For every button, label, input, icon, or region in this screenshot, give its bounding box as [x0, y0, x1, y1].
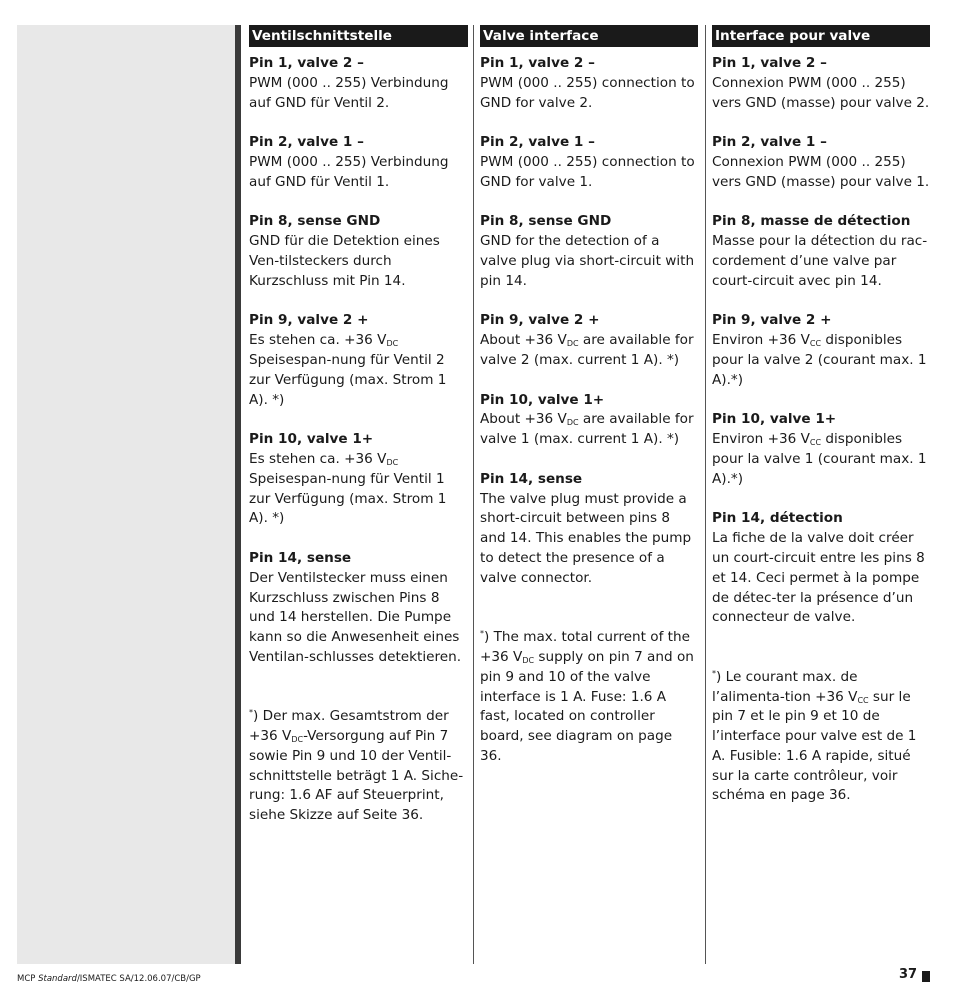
spacer	[480, 589, 698, 609]
pin-text	[249, 569, 468, 668]
spacer	[712, 391, 930, 411]
pin-text	[249, 74, 468, 114]
spacer	[249, 688, 468, 708]
pin-description	[712, 410, 930, 489]
spacer	[480, 450, 698, 470]
body-text: ) Le courant max. de l’alimenta-tion +36 V	[712, 668, 858, 705]
pin-title: Pin 2, valve 1 –	[712, 134, 827, 151]
column-divider-1	[473, 25, 474, 964]
pin-text	[712, 153, 930, 193]
body-text: GND for the detection of a valve plug via short-circuit with pin 14.	[480, 233, 695, 289]
column-german	[249, 25, 468, 826]
body-text: Der Ventilstecker muss einen Kurzschluss zwischen Pins 8 und 14 herstellen. Die Pumpe kann so die Anwesenheit eines Ventilan-schlusses detektieren.	[249, 569, 462, 665]
pin-text	[480, 410, 698, 450]
body-text: Speisespan-nung für Ventil 2 zur Verfügung (max. Strom 1 A). *)	[249, 351, 447, 408]
pin-title: Pin 2, valve 1 –	[249, 134, 364, 151]
body-text: About +36 V	[480, 332, 567, 349]
dark-margin-rule	[235, 25, 241, 964]
spacer	[480, 193, 698, 213]
pin-description	[480, 212, 698, 291]
pin-title: Pin 10, valve 1+	[712, 411, 837, 428]
pin-text	[480, 490, 698, 589]
subscript-text: DC	[291, 735, 304, 745]
page-number: 37	[899, 967, 918, 982]
spacer	[249, 529, 468, 549]
pin-text	[712, 232, 930, 291]
pin-text	[712, 529, 930, 628]
pin-title: Pin 14, sense	[480, 470, 583, 487]
body-text: Masse pour la détection du rac-cordement d’une valve par court-circuit avec pin 14.	[712, 233, 928, 289]
spacer	[249, 410, 468, 430]
body-text: ) Der max. Gesamtstrom der +36 V	[249, 708, 449, 745]
pin-description	[480, 311, 698, 370]
pin-text	[480, 331, 698, 371]
pin-description	[480, 133, 698, 192]
pin-title: Pin 9, valve 2 +	[480, 312, 600, 329]
pin-title: Pin 14, sense	[249, 549, 352, 566]
spacer	[712, 193, 930, 213]
pin-description	[712, 212, 930, 291]
subscript-text: DC	[522, 655, 535, 665]
pin-description	[712, 509, 930, 628]
footer-prefix: MCP	[17, 974, 39, 984]
superscript-text: *	[480, 629, 484, 639]
document-footer	[17, 974, 201, 984]
column-body	[480, 47, 698, 767]
body-text: Connexion PWM (000 .. 255) vers GND (masse) pour valve 1.	[712, 153, 930, 190]
spacer	[712, 292, 930, 312]
subscript-text: DC	[566, 418, 579, 428]
pin-title: Pin 14, détection	[712, 510, 843, 527]
subscript-text: CC	[809, 438, 822, 448]
pin-description	[249, 212, 468, 291]
body-text: are available for valve 2 (max. current 1 A). *)	[480, 332, 694, 368]
spacer	[249, 113, 468, 133]
pin-description	[712, 133, 930, 192]
spacer	[712, 490, 930, 510]
body-text: disponibles pour la valve 1 (courant max. 1 A).*)	[712, 431, 927, 487]
pin-description	[480, 54, 698, 113]
subscript-text: DC	[386, 457, 399, 467]
pin-description	[249, 54, 468, 113]
footer-italic: Standard	[38, 974, 77, 984]
spacer	[480, 371, 698, 391]
pin-title: Pin 10, valve 1+	[249, 431, 374, 448]
column-header: Ventilschnittstelle	[249, 25, 468, 47]
pin-title: Pin 8, sense GND	[249, 213, 381, 230]
pin-text	[712, 331, 930, 390]
pin-title: Pin 9, valve 2 +	[712, 312, 832, 329]
column-divider-2	[705, 25, 706, 964]
superscript-text: *	[712, 668, 716, 678]
body-text: PWM (000 .. 255) connection to GND for valve 1.	[480, 153, 695, 190]
pin-title: Pin 1, valve 2 –	[480, 55, 595, 71]
column-french	[712, 25, 930, 806]
column-english	[480, 25, 698, 767]
pin-text	[712, 430, 930, 489]
pin-text	[249, 153, 468, 193]
gray-margin-panel	[17, 25, 235, 964]
pin-title: Pin 8, masse de détection	[712, 213, 911, 230]
pin-title: Pin 1, valve 2 –	[249, 55, 364, 71]
pin-title: Pin 8, sense GND	[480, 213, 612, 230]
body-text: PWM (000 .. 255) Verbindung auf GND für Ventil 1.	[249, 153, 449, 190]
pin-description	[249, 311, 468, 410]
footnote	[480, 628, 698, 767]
pin-description	[480, 470, 698, 589]
pin-title: Pin 2, valve 1 –	[480, 134, 595, 151]
pin-description	[712, 54, 930, 113]
pin-text	[249, 450, 468, 529]
spacer	[249, 292, 468, 312]
spacer	[712, 628, 930, 648]
pin-text	[480, 232, 698, 291]
footer-suffix: /ISMATEC SA/12.06.07/CB/GP	[76, 974, 201, 984]
subscript-text: DC	[386, 339, 399, 349]
pin-text	[249, 232, 468, 291]
body-text: Es stehen ca. +36 V	[249, 450, 387, 467]
body-text: Speisespan-nung für Ventil 1 zur Verfügung (max. Strom 1 A). *)	[249, 470, 447, 527]
pin-description	[249, 430, 468, 529]
spacer	[712, 648, 930, 668]
pin-title: Pin 10, valve 1+	[480, 391, 605, 408]
body-text: are available for valve 1 (max. current 1 A). *)	[480, 411, 694, 448]
body-text: About +36 V	[480, 411, 567, 428]
subscript-text: CC	[809, 339, 822, 349]
pin-text	[480, 153, 698, 193]
body-text: PWM (000 .. 255) connection to GND for valve 2.	[480, 74, 695, 111]
pin-title: Pin 1, valve 2 –	[712, 55, 827, 71]
body-text: La fiche de la valve doit créer un court-circuit entre les pins 8 et 14. Ceci permet à la pompe de détec-ter la présence d’un connecteur de valve.	[712, 530, 925, 626]
pin-description	[480, 391, 698, 450]
pin-title: Pin 9, valve 2 +	[249, 312, 369, 329]
body-text: The valve plug must provide a short-circuit between pins 8 and 14. This enables the pump to detect the presence of a valve connector.	[480, 490, 692, 586]
column-body	[249, 47, 468, 826]
spacer	[712, 113, 930, 133]
body-text: PWM (000 .. 255) Verbindung auf GND für Ventil 2.	[249, 74, 449, 111]
spacer	[249, 193, 468, 213]
body-text: Es stehen ca. +36 V	[249, 332, 387, 349]
pin-description	[249, 549, 468, 668]
column-body	[712, 47, 930, 806]
body-text: disponibles pour la valve 2 (courant max. 1 A).*)	[712, 332, 927, 388]
body-text: supply on pin 7 and on pin 9 and 10 of the valve interface is 1 A. Fuse: 1.6 A fast, located on controller board, see diagram on page 36.	[480, 648, 694, 764]
body-text: Connexion PWM (000 .. 255) vers GND (masse) pour valve 2.	[712, 74, 930, 111]
spacer	[249, 668, 468, 688]
subscript-text: DC	[566, 339, 579, 349]
body-text: -Versorgung auf Pin 7 sowie Pin 9 und 10 der Ventil-schnittstelle beträgt 1 A. Siche-rung: 1.6 AF auf Steuerprint, siehe Skizze auf Seite 36.	[249, 728, 464, 824]
pin-description	[249, 133, 468, 192]
spacer	[480, 113, 698, 133]
pin-description	[712, 311, 930, 390]
body-text: sur le pin 7 et le pin 9 et 10 de l’interface pour valve est de 1 A. Fusible: 1.6 A rapide, situé sur la carte contrôleur, voir schéma en page 36.	[712, 688, 917, 804]
pin-text	[480, 74, 698, 114]
spacer	[480, 608, 698, 628]
body-text: ) The max. total current of the +36 V	[480, 629, 690, 665]
superscript-text: *	[249, 708, 253, 718]
column-header: Interface pour valve	[712, 25, 930, 47]
footnote	[249, 707, 468, 826]
spacer	[480, 292, 698, 312]
pin-text	[712, 74, 930, 114]
footnote	[712, 668, 930, 807]
subscript-text: CC	[857, 695, 869, 705]
pin-text	[249, 331, 468, 410]
column-header: Valve interface	[480, 25, 698, 47]
body-text: Environ +36 V	[712, 332, 810, 349]
page-marker-square	[922, 971, 930, 982]
body-text: Environ +36 V	[712, 431, 810, 448]
body-text: GND für die Detektion eines Ven-tilsteckers durch Kurzschluss mit Pin 14.	[249, 233, 440, 289]
